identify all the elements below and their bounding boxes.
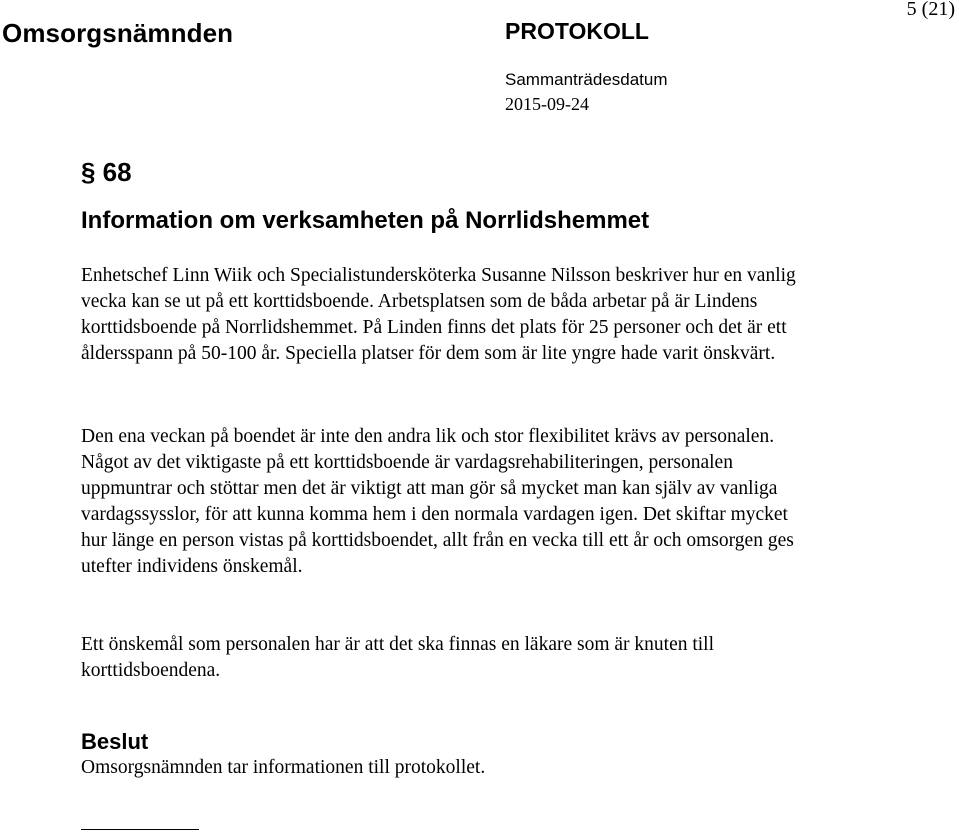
section-number: § 68 bbox=[81, 157, 132, 187]
decision-text: Omsorgsnämnden tar informationen till protokollet. bbox=[81, 757, 486, 778]
meeting-date-label: Sammanträdesdatum bbox=[505, 70, 668, 89]
page-number: 5 (21) bbox=[906, 0, 955, 20]
paragraph-3: Ett önskemål som personalen har är att det ska finnas en läkare som är knuten till korttidsboendena. bbox=[81, 634, 715, 681]
document-type: PROTOKOLL bbox=[505, 18, 649, 44]
paragraph-1: Enhetschef Linn Wiik och Specialistundersköterka Susanne Nilsson beskriver hur en vanlig vecka kan se ut på ett korttidsboende. Arbetsplatsen som de båda arbetar på är Lindens korttidsboende på Norrlidshemmet. På Linden finns det plats för 25 personer och det är ett åldersspann på 50-100 år. Speciella platser för dem som är lite yngre hade varit önskvärt. bbox=[81, 265, 796, 364]
organization-name: Omsorgsnämnden bbox=[2, 18, 234, 48]
section-title: Information om verksamheten på Norrlidshemmet bbox=[81, 207, 650, 234]
meeting-date: 2015-09-24 bbox=[505, 94, 589, 114]
paragraph-2: Den ena veckan på boendet är inte den andra lik och stor flexibilitet krävs av personalen. Något av det viktigaste på ett korttidsboende är vardagsrehabiliteringen, personalen uppmuntrar och stöttar men det är viktigt att man gör så mycket man kan själv av vanliga vardagssysslor, för att kunna komma hem i den normala vardagen igen. Det skiftar mycket hur länge en person vistas på korttidsboendet, allt från en vecka till ett år och omsorgen ges utefter individens önskemål. bbox=[81, 426, 794, 577]
decision-heading: Beslut bbox=[81, 729, 149, 754]
signature-line bbox=[81, 829, 199, 830]
